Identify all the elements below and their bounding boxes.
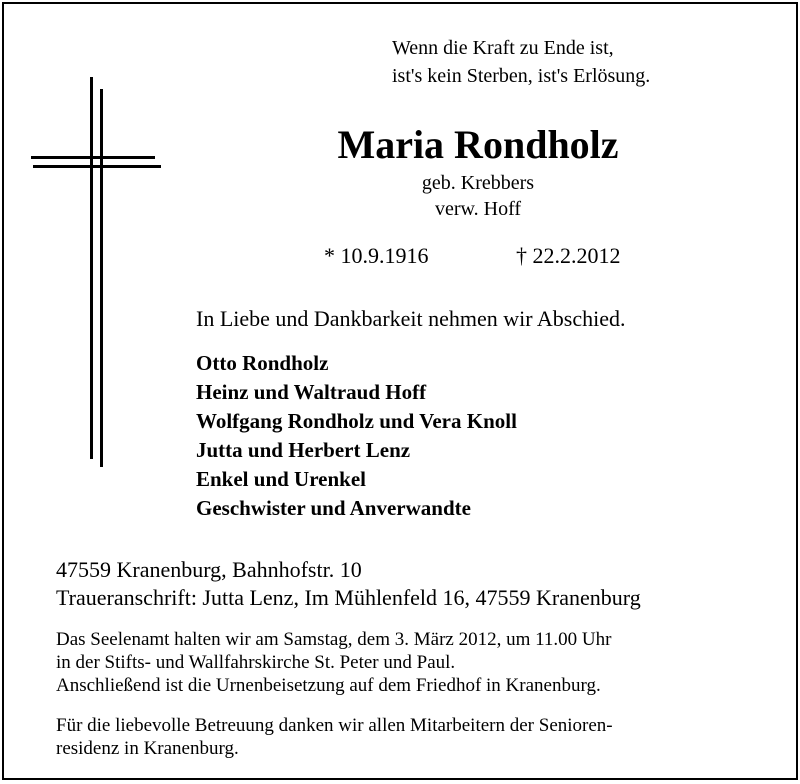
thanks-line: residenz in Kranenburg. [56,738,239,759]
name-history [4,170,800,222]
service-line: Das Seelenamt halten wir am Samstag, dem 3. März 2012, um 11.00 Uhr [56,629,612,650]
obituary-notice [2,2,798,780]
motto [392,34,650,90]
mourner: Geschwister und Anverwandte [196,496,471,520]
motto-line-2: ist's kein Sterben, ist's Erlösung. [392,65,651,87]
mourners-list [196,349,517,523]
mourner: Enkel und Urenkel [196,467,366,491]
service-line: Anschließend ist die Urnenbeisetzung auf dem Friedhof in Kranenburg. [56,675,601,696]
service-info [56,628,611,697]
thanks-note [56,714,613,760]
mourner: Heinz und Waltraud Hoff [196,380,427,404]
home-address: 47559 Kranenburg, Bahnhofstr. 10 [56,557,362,582]
deceased-name: Maria Rondholz [337,122,619,167]
mourning-address: Traueranschrift: Jutta Lenz, Im Mühlenfeld 16, 47559 Kranenburg [56,585,641,610]
thanks-line: Für die liebevolle Betreuung danken wir allen Mitarbeitern der Senioren- [56,715,613,736]
mourner: Jutta und Herbert Lenz [196,438,411,462]
mourner: Otto Rondholz [196,351,329,375]
widowed-name: verw. Hoff [434,198,522,220]
death-date: † 22.2.2012 [516,243,621,268]
birth-date: * 10.9.1916 [324,243,429,268]
address-block [56,556,641,612]
motto-line-1: Wenn die Kraft zu Ende ist, [392,37,614,59]
mourner: Wolfgang Rondholz und Vera Knoll [196,409,517,433]
farewell-text: In Liebe und Dankbarkeit nehmen wir Abschied. [196,306,626,331]
born-name: geb. Krebbers [421,172,535,194]
service-line: in der Stifts- und Wallfahrskirche St. Peter und Paul. [56,652,456,673]
